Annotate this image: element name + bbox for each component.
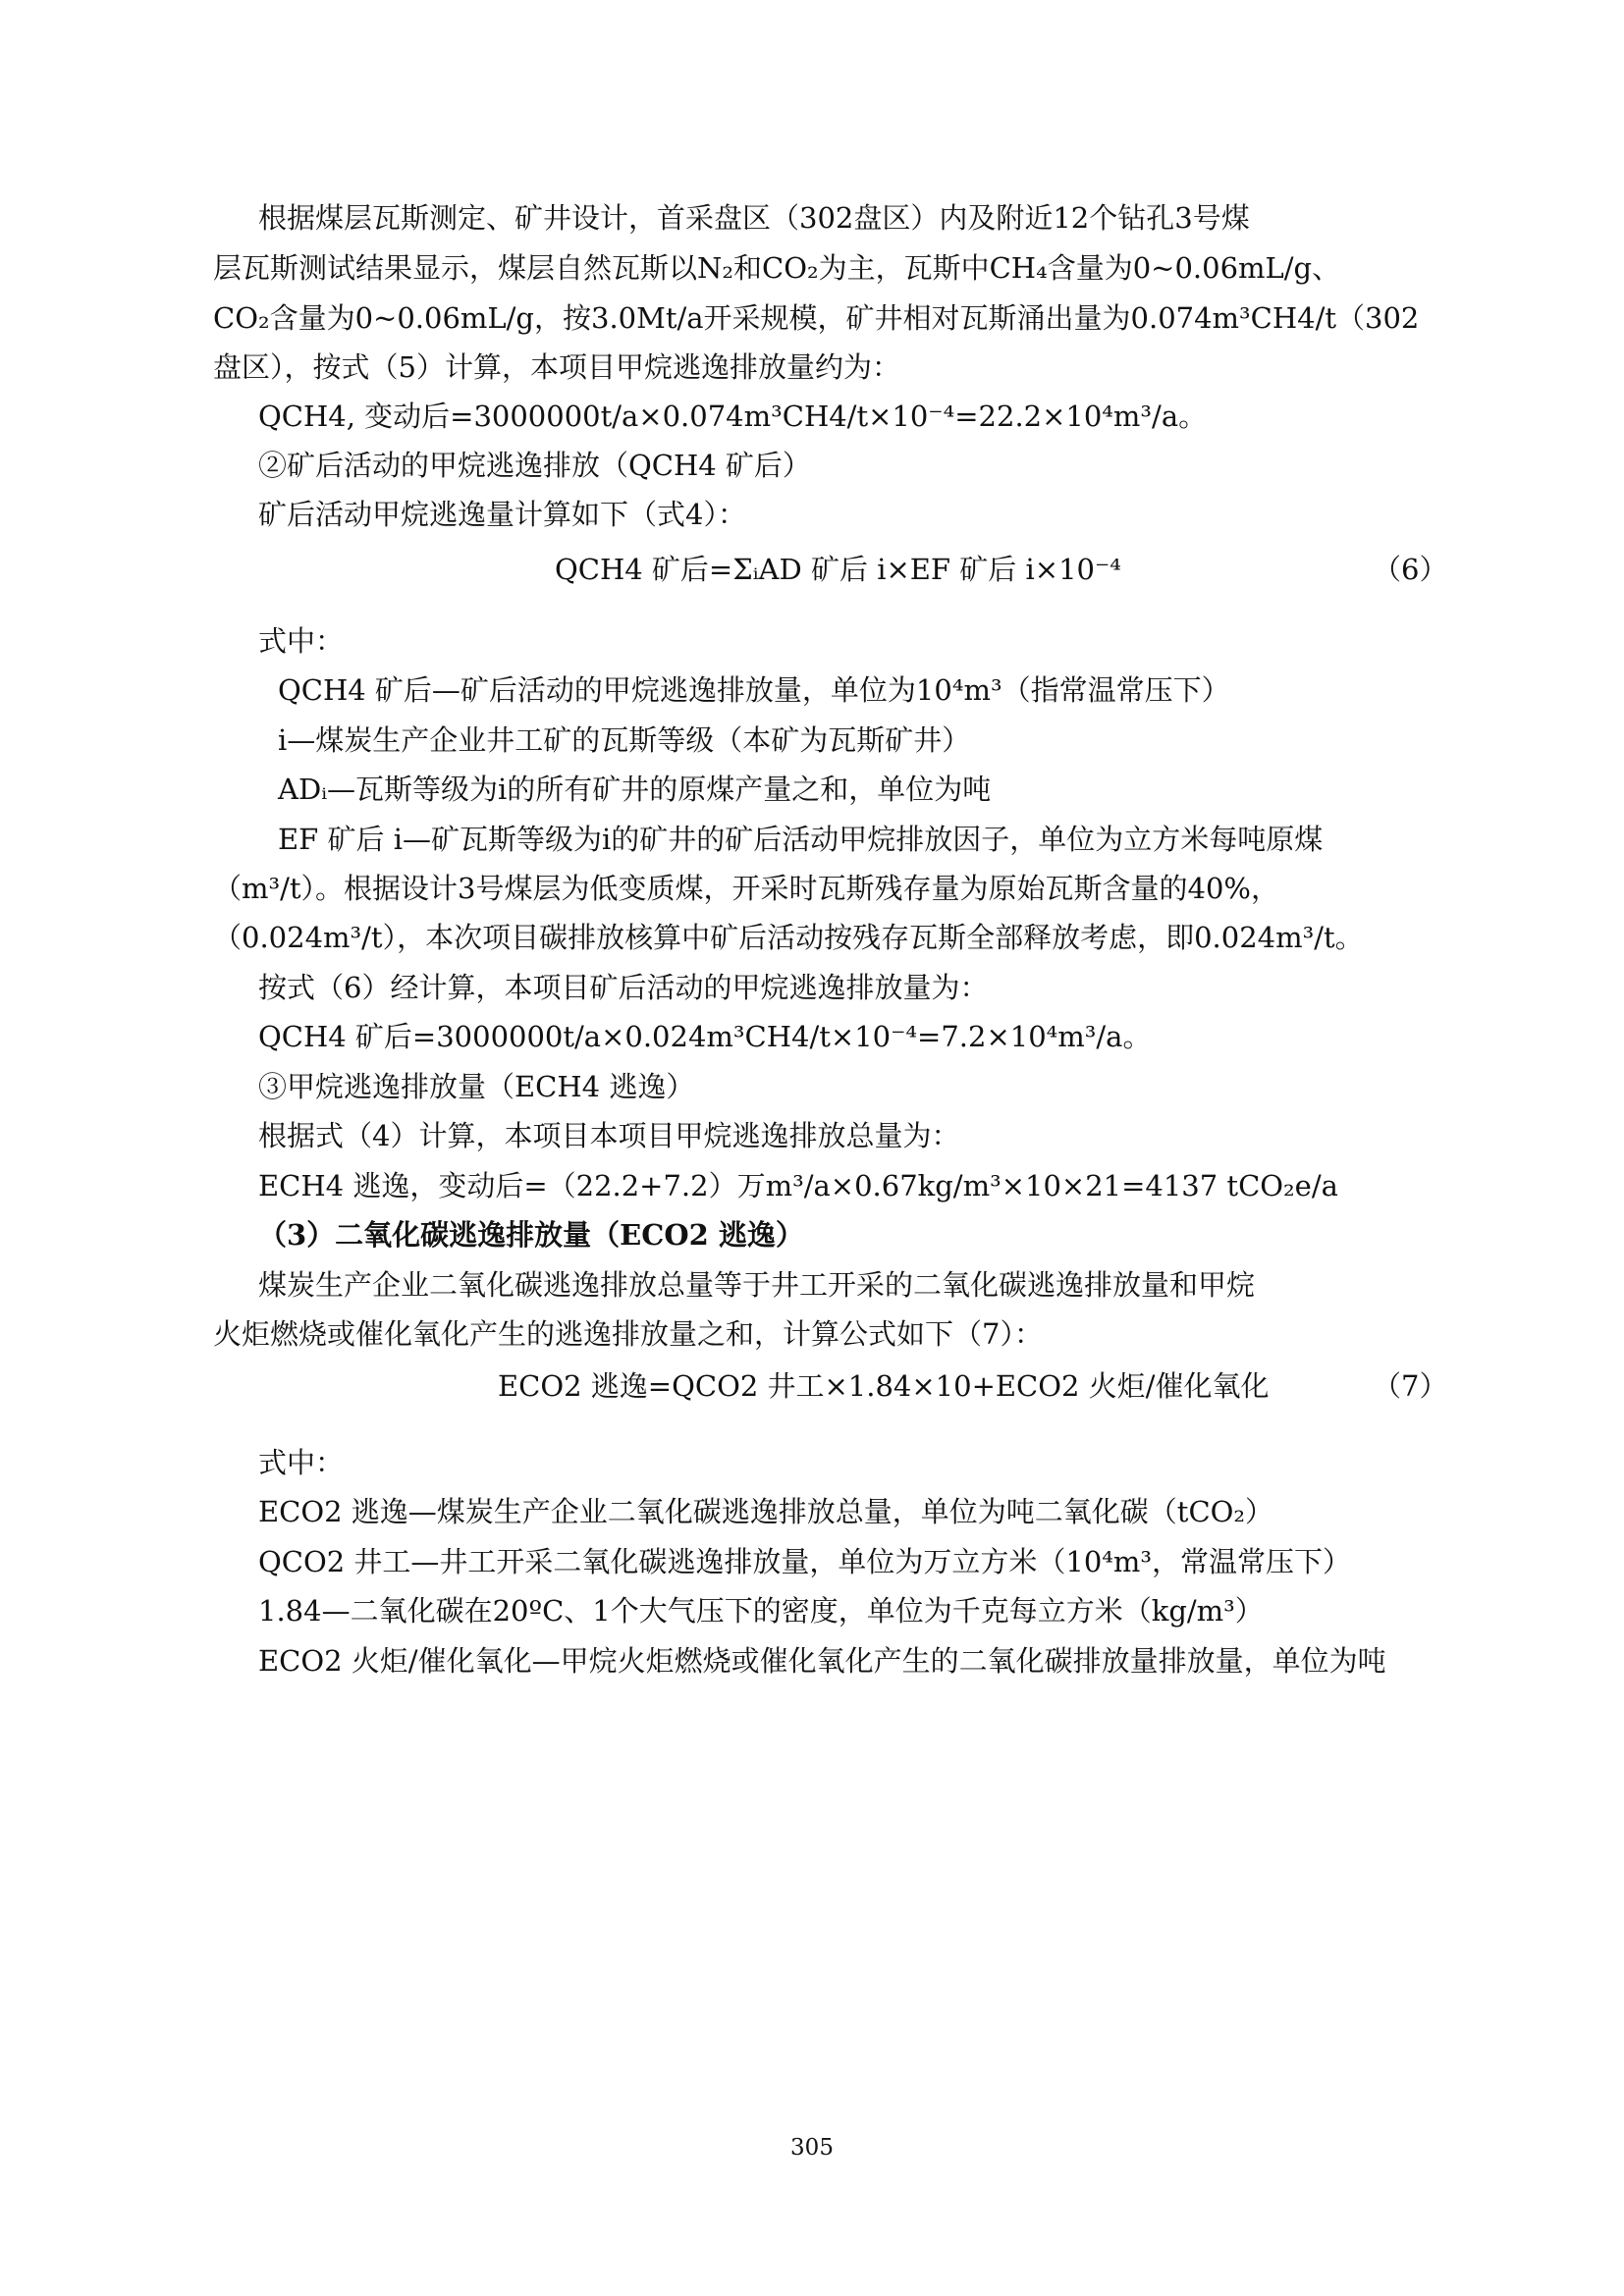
text-line: 式中： [258, 624, 345, 658]
text-line: 根据式（4）计算，本项目本项目甲烷逃逸排放总量为： [258, 1119, 960, 1152]
equation-number: （7） [1373, 1369, 1448, 1403]
text-line: ②矿后活动的甲烷逃逸排放（QCH4 矿后） [258, 449, 811, 482]
definition-line: ECO2 逃逸—煤炭生产企业二氧化碳逃逸排放总量，单位为吨二氧化碳（tCO₂） [258, 1495, 1274, 1528]
text-line: 层瓦斯测试结果显示，煤层自然瓦斯以N₂和CO₂为主，瓦斯中CH₄含量为0~0.06mL/g、 [213, 251, 1341, 285]
text-line: （0.024m³/t），本次项目碳排放核算中矿后活动按残存瓦斯全部释放考虑，即0.024m³/t。 [213, 921, 1364, 954]
equation-number: （6） [1373, 553, 1448, 586]
definition-line: QCH4 矿后—矿后活动的甲烷逃逸排放量，单位为10⁴m³（指常温常压下） [278, 673, 1230, 707]
text-line: 火炬燃烧或催化氧化产生的逃逸排放量之和，计算公式如下（7）： [213, 1317, 1043, 1351]
text-line: ③甲烷逃逸排放量（ECH4 逃逸） [258, 1070, 695, 1103]
text-line: （m³/t）。根据设计3号煤层为低变质煤，开采时瓦斯残存量为原始瓦斯含量的40%， [213, 872, 1279, 905]
definition-line: 1.84—二氧化碳在20ºC、1个大气压下的密度，单位为千克每立方米（kg/m³） [258, 1594, 1264, 1628]
page-number: 305 [790, 2135, 834, 2161]
text-line: 式中： [258, 1446, 345, 1479]
definition-line: i—煤炭生产企业井工矿的瓦斯等级（本矿为瓦斯矿井） [278, 723, 971, 757]
definition-line: ECO2 火炬/催化氧化—甲烷火炬燃烧或催化氧化产生的二氧化碳排放量排放量，单位为吨 [258, 1644, 1386, 1678]
text-line: 按式（6）经计算，本项目矿后活动的甲烷逃逸排放量为： [258, 971, 989, 1004]
formula-line: QCH4, 变动后=3000000t/a×0.074m³CH4/t×10⁻⁴=22.2×10⁴m³/a。 [258, 400, 1208, 433]
formula-line: QCH4 矿后=3000000t/a×0.024m³CH4/t×10⁻⁴=7.2×10⁴m³/a。 [258, 1020, 1152, 1053]
equation: ECO2 逃逸=QCO2 井工×1.84×10+ECO2 火炬/催化氧化 [498, 1369, 1270, 1403]
text-line: CO₂含量为0~0.06mL/g，按3.0Mt/a开采规模，矿井相对瓦斯涌出量为0.074m³CH4/t（302 [213, 301, 1420, 335]
equation: QCH4 矿后=ΣᵢAD 矿后 i×EF 矿后 i×10⁻⁴ [555, 553, 1121, 586]
section-heading: （3）二氧化碳逃逸排放量（ECO2 逃逸） [258, 1218, 804, 1252]
definition-line: QCO2 井工—井工开采二氧化碳逃逸排放量，单位为万立方米（10⁴m³，常温常压下） [258, 1545, 1352, 1578]
formula-line: ECH4 逃逸，变动后=（22.2+7.2）万m³/a×0.67kg/m³×10×21=4137 tCO₂e/a [258, 1169, 1338, 1202]
definition-line: EF 矿后 i—矿瓦斯等级为i的矿井的矿后活动甲烷排放因子，单位为立方米每吨原煤 [278, 823, 1324, 856]
definition-line: ADᵢ—瓦斯等级为i的所有矿井的原煤产量之和，单位为吨 [278, 773, 992, 806]
text-line: 盘区），按式（5）计算，本项目甲烷逃逸排放量约为： [213, 350, 900, 384]
text-line: 煤炭生产企业二氧化碳逃逸排放总量等于井工开采的二氧化碳逃逸排放量和甲烷 [258, 1268, 1256, 1302]
text-line: 根据煤层瓦斯测定、矿井设计，首采盘区（302盘区）内及附近12个钻孔3号煤 [258, 201, 1250, 235]
text-line: 矿后活动甲烷逃逸量计算如下（式4）： [258, 498, 746, 531]
